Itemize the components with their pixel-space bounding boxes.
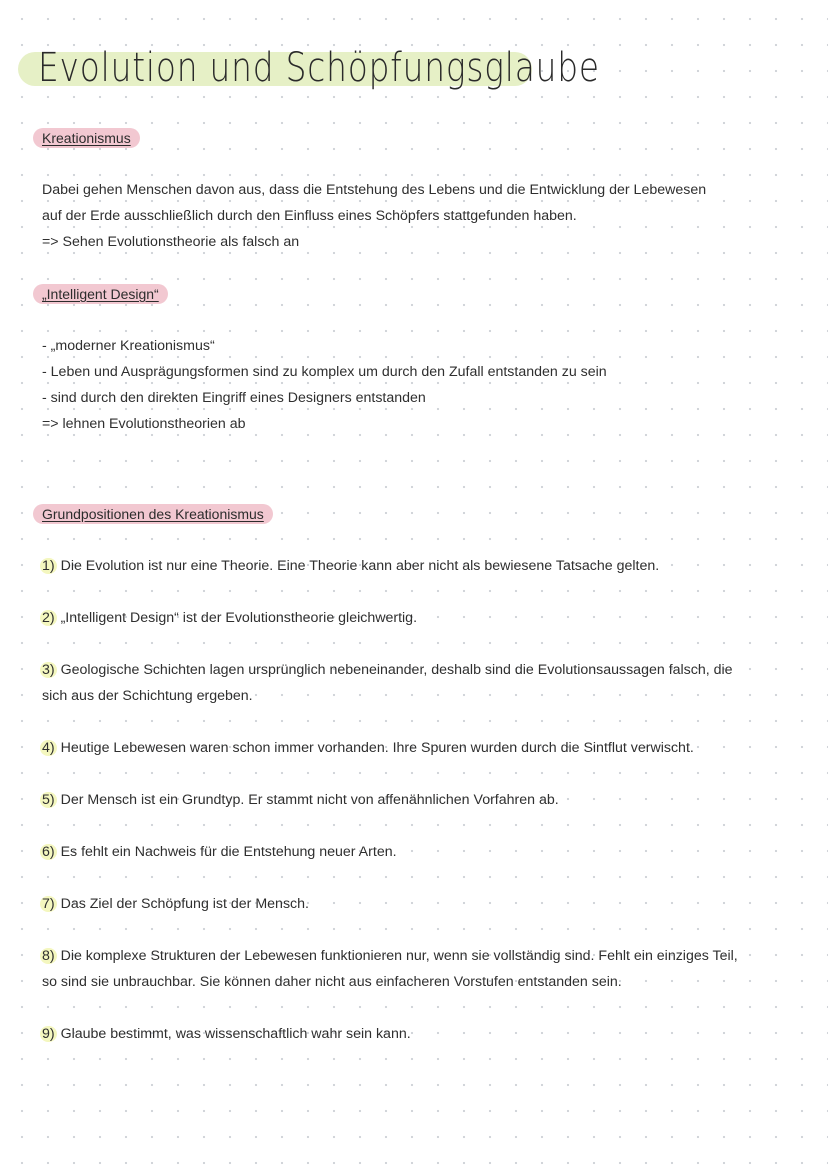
intelligent-design-line-2: - Leben und Ausprägungsformen sind zu komplex um durch den Zufall entstanden zu sein [42,364,607,380]
position-item-8 [42,946,738,966]
position-item-2 [42,608,417,628]
position-text: Heutige Lebewesen waren schon immer vorhanden. Ihre Spuren wurden durch die Sintflut verwischt. [56,740,694,756]
intelligent-design-line-1: - „moderner Kreationismus“ [42,338,215,354]
heading-grundpositionen: Grundpositionen des Kreationismus [33,504,273,524]
position-text: Der Mensch ist ein Grundtyp. Er stammt nicht von affenähnlichen Vorfahren ab. [56,792,559,808]
page-title-block [18,46,703,90]
position-text: Die komplexe Strukturen der Lebewesen funktionieren nur, wenn sie vollständig sind. Fehlt ein einziges Teil, [56,948,738,964]
intelligent-design-line-4: => lehnen Evolutionstheorien ab [42,416,246,432]
position-number: 1) [42,558,55,574]
position-text: „Intelligent Design“ ist der Evolutionstheorie gleichwertig. [56,610,418,626]
heading-kreationismus: Kreationismus [33,128,140,148]
position-item-9 [42,1024,411,1044]
position-item-1 [42,556,659,576]
position-item-7 [42,894,309,914]
position-text: Das Ziel der Schöpfung ist der Mensch. [56,896,309,912]
position-text: Glaube bestimmt, was wissenschaftlich wahr sein kann. [56,1026,411,1042]
position-item-5 [42,790,559,810]
position-text: Es fehlt ein Nachweis für die Entstehung neuer Arten. [56,844,397,860]
position-item-8-continuation: so sind sie unbrauchbar. Sie können daher nicht aus einfacheren Vorstufen entstanden sein. [42,974,622,990]
kreationismus-line-3: => Sehen Evolutionstheorie als falsch an [42,234,300,250]
page-title: Evolution und Schöpfungsglaube [38,45,600,91]
position-number: 2) [42,610,55,626]
intelligent-design-line-3: - sind durch den direkten Eingriff eines Designers entstanden [42,390,426,406]
position-number: 6) [42,844,55,860]
position-number: 7) [42,896,55,912]
position-item-6 [42,842,397,862]
position-item-4 [42,738,694,758]
position-number: 8) [42,948,55,964]
position-number: 9) [42,1026,55,1042]
position-number: 4) [42,740,55,756]
position-item-3 [42,660,733,680]
position-number: 5) [42,792,55,808]
position-item-3-continuation: sich aus der Schichtung ergeben. [42,688,253,704]
position-text: Geologische Schichten lagen ursprünglich nebeneinander, deshalb sind die Evolutionsaussagen falsch, die [56,662,733,678]
kreationismus-line-2: auf der Erde ausschließlich durch den Einfluss eines Schöpfers stattgefunden haben. [42,208,577,224]
position-number: 3) [42,662,55,678]
position-text: Die Evolution ist nur eine Theorie. Eine Theorie kann aber nicht als bewiesene Tatsache gelten. [56,558,660,574]
kreationismus-line-1: Dabei gehen Menschen davon aus, dass die Entstehung des Lebens und die Entwicklung der Lebewesen [42,182,707,198]
heading-intelligent-design: „Intelligent Design“ [33,284,168,304]
